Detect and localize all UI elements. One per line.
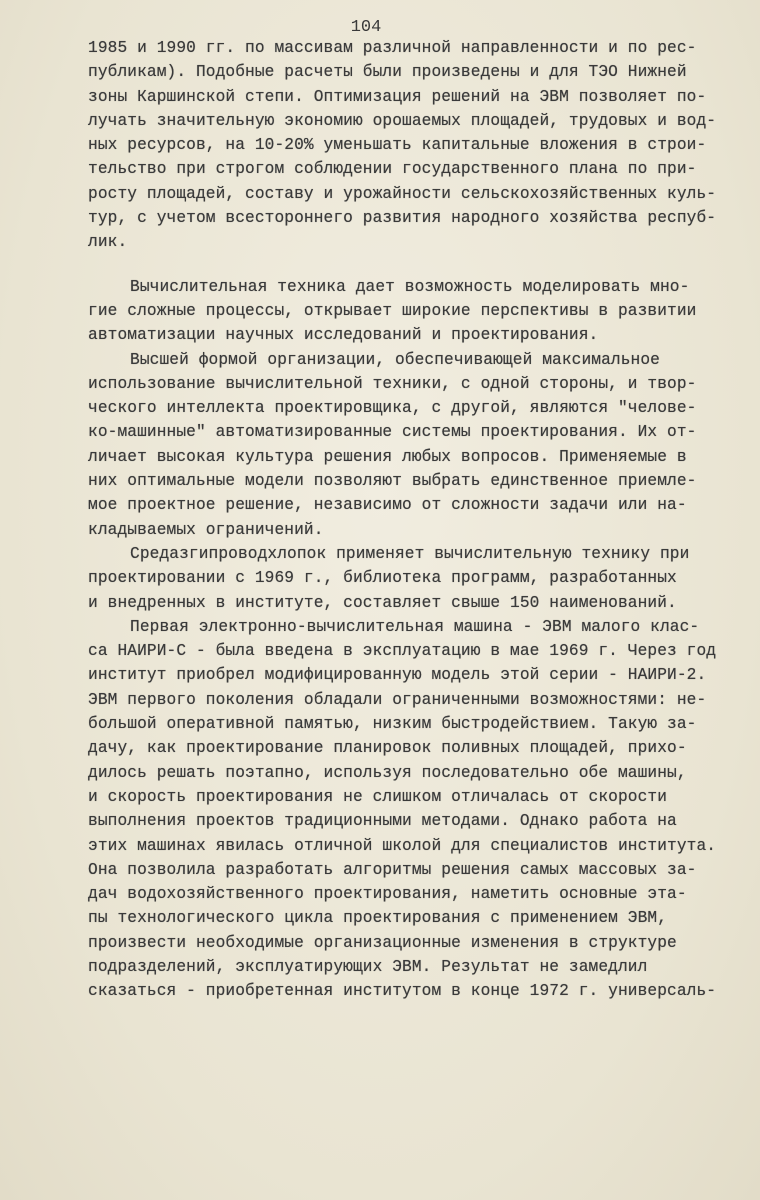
text-line: сказаться - приобретенная институтом в конце 1972 г. универсаль- [88,982,717,1001]
text-line: подразделений, эксплуатирующих ЭВМ. Результат не замедлил [88,957,648,976]
text-line: проектировании с 1969 г., библиотека программ, разработанных [88,569,677,588]
text-line: тельство при строгом соблюдении государственного плана по при- [88,160,697,179]
text-line: лик. [88,233,128,252]
paragraph [88,348,728,542]
text-line: них оптимальные модели позволяют выбрать единственное приемле- [88,472,697,491]
text-line: гие сложные процессы, открывает широкие перспективы в развитии [88,301,697,320]
text-line: са НАИРИ-С - была введена в эксплуатацию в мае 1969 г. Через год [88,642,717,661]
text-line: дачу, как проектирование планировок поливных площадей, прихо- [88,739,687,758]
text-line: произвести необходимые организационные изменения в структуре [88,933,677,952]
document-body [88,36,728,1004]
text-line: зоны Каршинской степи. Оптимизация решений на ЭВМ позволяет по- [88,87,707,106]
text-line: ных ресурсов, на 10-20% уменьшать капитальные вложения в строи- [88,136,707,155]
text-line: Средазгипроводхлопок применяет вычислительную технику при [130,544,690,563]
text-line: тур, с учетом всестороннего развития народного хозяйства респуб- [88,209,717,228]
paragraph [88,542,728,615]
text-line: дилось решать поэтапно, используя последовательно обе машины, [88,763,687,782]
text-line: и скорость проектирования не слишком отличалась от скорости [88,787,668,806]
text-line: использование вычислительной техники, с одной стороны, и твор- [88,374,697,393]
text-line: ко-машинные" автоматизированные системы проектирования. Их от- [88,423,697,442]
text-line: ЭВМ первого поколения обладали ограниченными возможностями: не- [88,690,707,709]
text-line: Высшей формой организации, обеспечивающей максимальное [130,350,660,369]
text-line: институт приобрел модифицированную модель этой серии - НАИРИ-2. [88,666,707,685]
text-line: большой оперативной памятью, низким быстродействием. Такую за- [88,715,697,734]
text-line: этих машинах явилась отличной школой для специалистов института. [88,836,717,855]
paragraph [88,36,728,255]
text-line: личает высокая культура решения любых вопросов. Применяемые в [88,447,687,466]
text-line: росту площадей, составу и урожайности сельскохозяйственных куль- [88,184,717,203]
text-line: лучать значительную экономию орошаемых площадей, трудовых и вод- [88,111,717,130]
text-line: пы технологического цикла проектирования с применением ЭВМ, [88,909,668,928]
text-line: выполнения проектов традиционными методами. Однако работа на [88,812,677,831]
text-line: ческого интеллекта проектировщика, с другой, являются "челове- [88,399,697,418]
text-line: Первая электронно-вычислительная машина - ЭВМ малого клас- [130,617,700,636]
text-line: дач водохозяйственного проектирования, наметить основные эта- [88,885,687,904]
text-line: публикам). Подобные расчеты были произведены и для ТЭО Нижней [88,63,687,82]
paragraph [88,615,728,1004]
text-line: кладываемых ограничений. [88,520,324,539]
text-line: Она позволила разработать алгоритмы решения самых массовых за- [88,860,697,879]
paragraph [88,275,728,348]
text-line: мое проектное решение, независимо от сложности задачи или на- [88,496,687,515]
text-line: автоматизации научных исследований и проектирования. [88,326,599,345]
text-line: и внедренных в институте, составляет свыше 150 наименований. [88,593,677,612]
text-line: 1985 и 1990 гг. по массивам различной направленности и по рес- [88,39,697,57]
text-line: Вычислительная техника дает возможность моделировать мно- [130,277,690,296]
page-number: 104 [350,18,382,37]
